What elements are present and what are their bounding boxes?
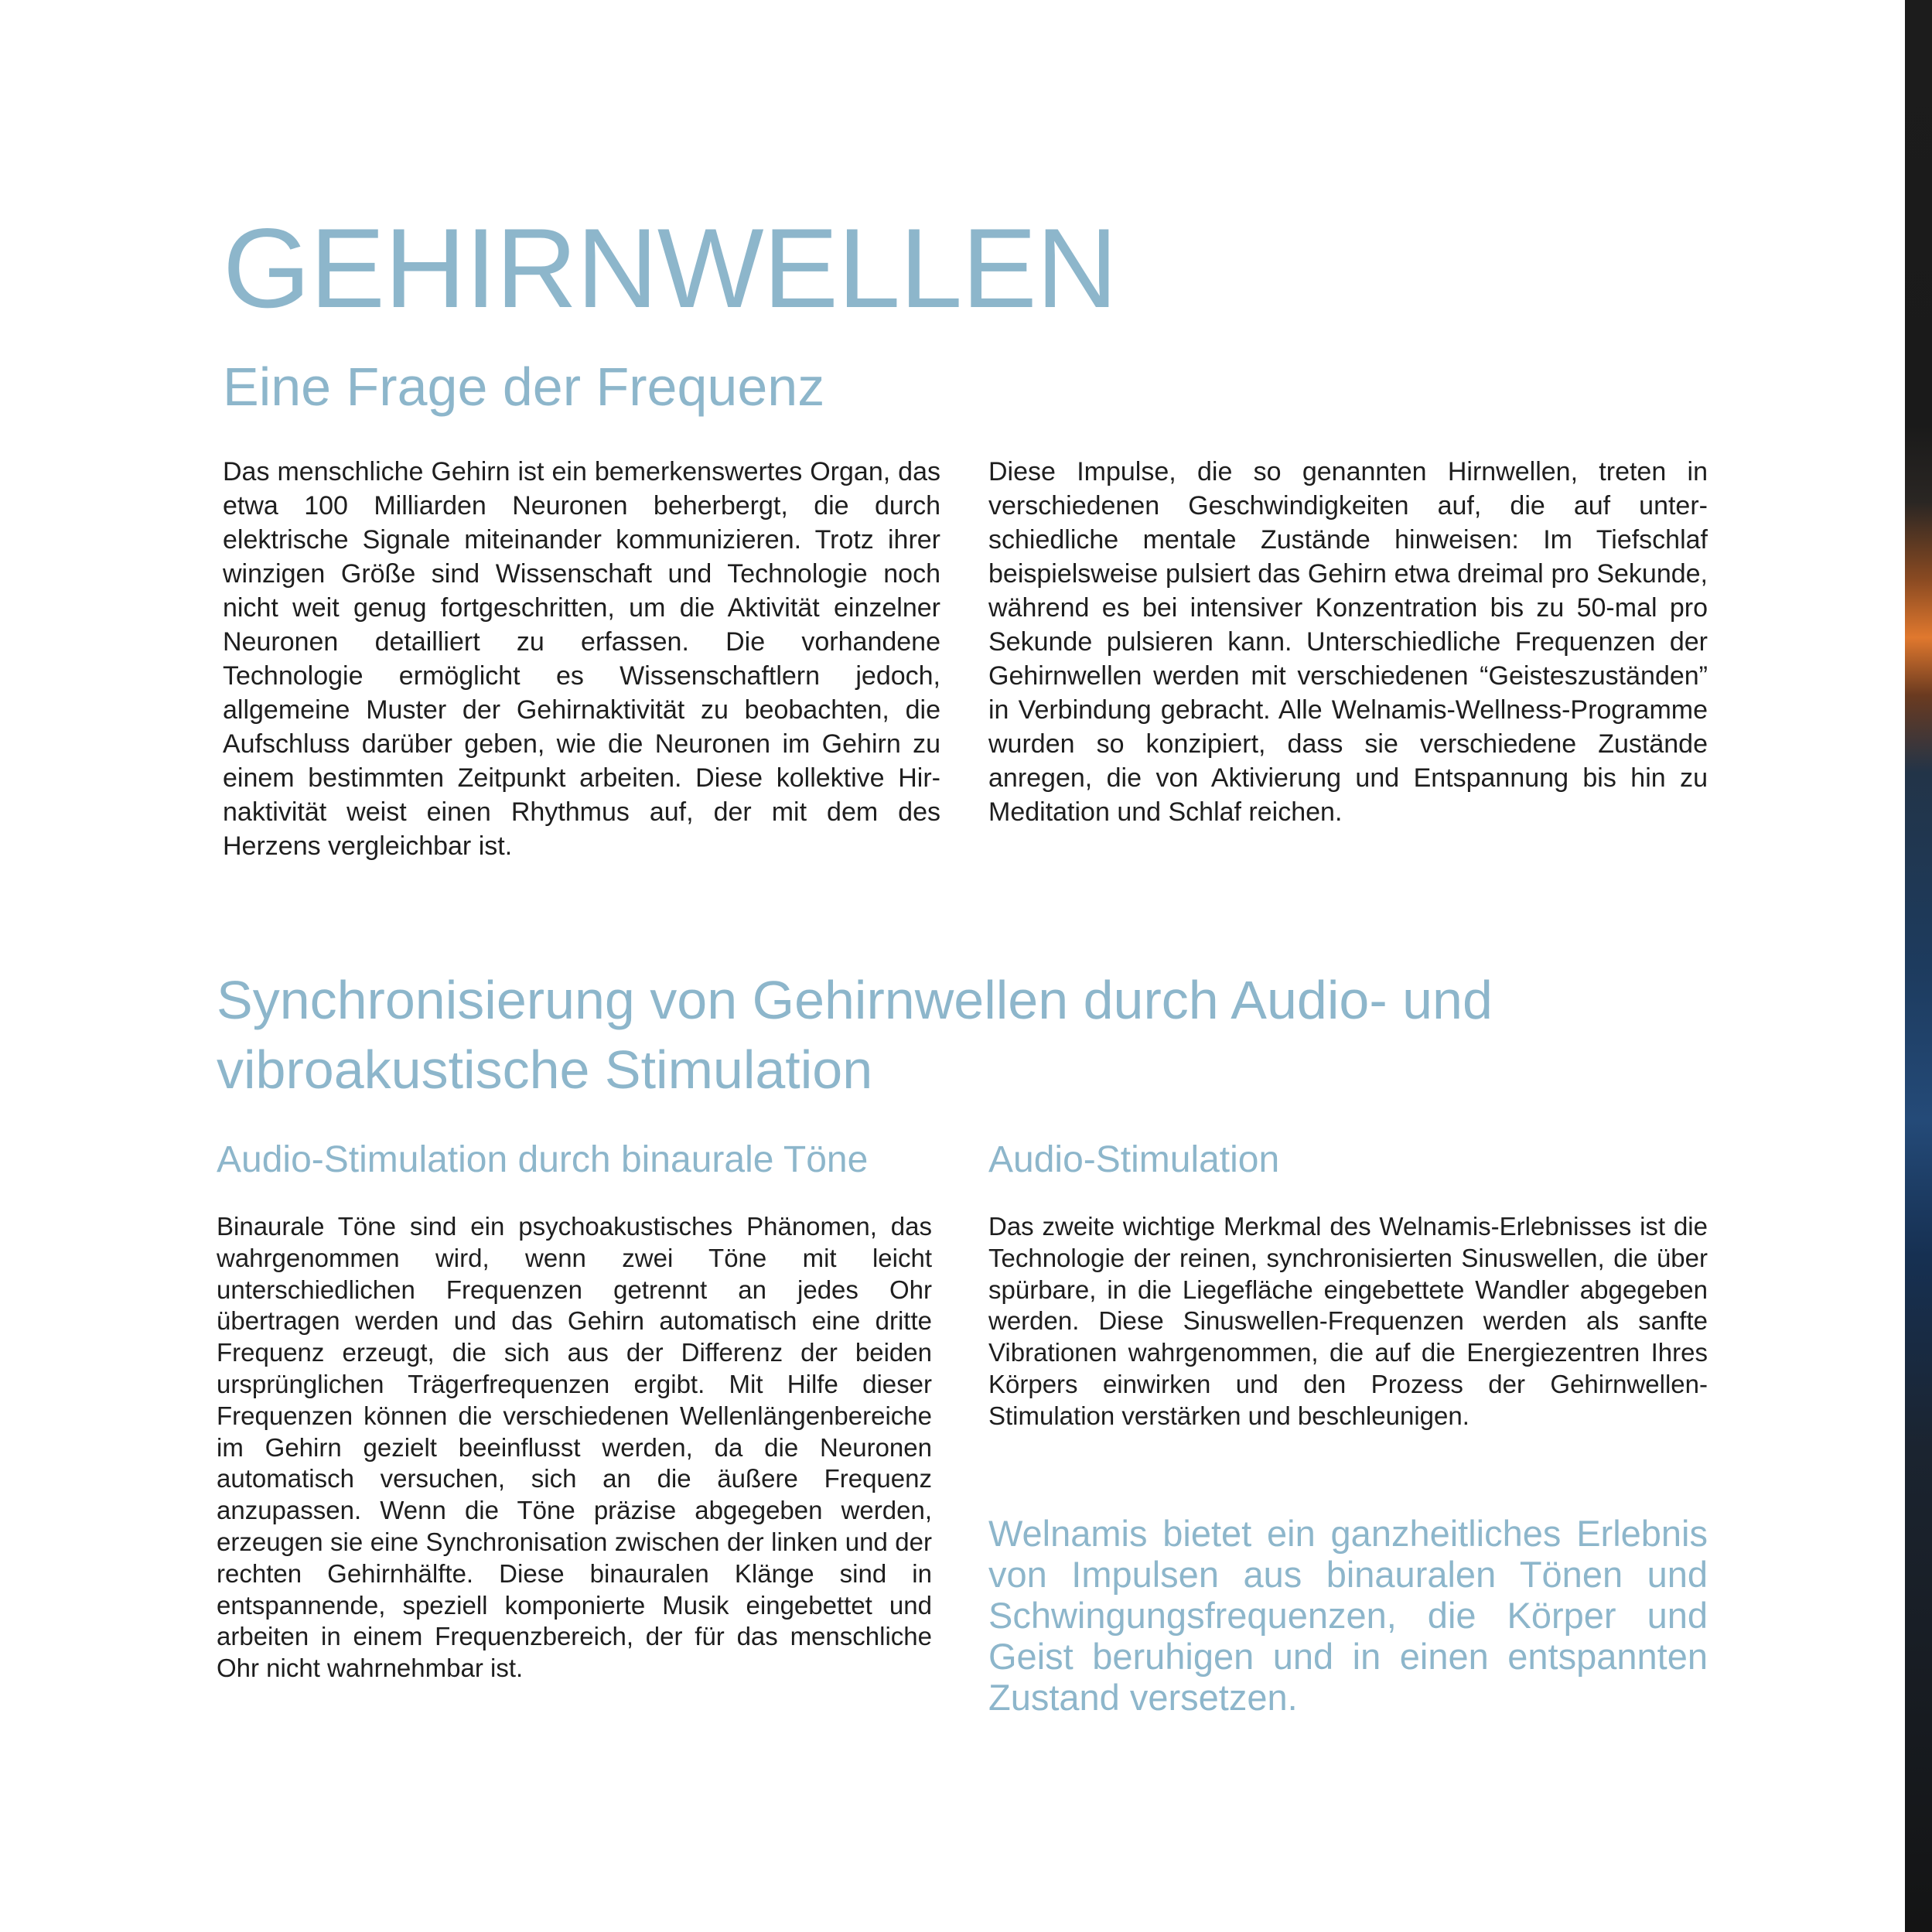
section-title: Synchronisierung von Gehirnwellen durch Audio- und vibroakustische Stimulation (217, 970, 1493, 1100)
subheading-audio-stimulation: Audio-Stimulation (988, 1139, 1280, 1180)
intro-paragraph-right: Diese Impulse, die so genannten Hirnwellen, treten in verschiedenen Geschwindigkeiten auf, die auf unterschiedliche mentale Zustände hinweisen: Im Tiefschlaf beispielsweise pulsiert das Gehirn etwa dreimal pro Sekunde, während es bei intensiver Konzentration bis zu 50-mal pro Sekunde pulsieren kann. Unterschiedliche Frequenzen der Gehirnwellen werden mit verschiedenen “Geisteszuständen” in Verbindung gebracht. Alle Welnamis-Wellness-Programme wurden so konzipiert, dass sie verschiedene Zustände anregen, die von Aktivierung und Entspannung bis hin zu Meditation und Schlaf reichen. (988, 457, 1708, 827)
highlight-quote: Welnamis bietet ein ganzheitliches Erlebnis von Impulsen aus binauralen Tönen und Schwingungsfrequenzen, die Körper und Geist beruhigen und in einen entspannten Zustand versetzen. (988, 1513, 1708, 1718)
binaural-paragraph: Binaurale Töne sind ein psychoakustisches Phänomen, das wahrgenommen wird, wenn zwei Töne mit leicht unterschiedlichen Frequenzen getrennt an jedes Ohr übertragen werden und das Gehirn automatisch eine dritte Frequenz erzeugt, die sich aus der Differenz der beiden ursprünglichen Trägerfrequenzen ergibt. Mit Hilfe dieser Frequenzen können die verschiedenen Wellenlängenbereiche im Gehirn gezielt beeinflusst werden, da die Neuronen automatisch versuchen, sich an die äußere Frequenz anzupassen. Wenn die Töne präzise abgegeben werden, erzeugen sie eine Synchronisation zwischen der linken und der rechten Gehirnhälfte. Diese binauralen Klänge sind in entspannende, speziell komponierte Musik eingebettet und arbeiten in einem Frequenzbereich, der für das menschliche Ohr nicht wahrnehmbar ist. (217, 1212, 932, 1683)
adjacent-page-photo-edge (1905, 0, 1932, 1932)
page-subtitle: Eine Frage der Frequenz (223, 357, 825, 417)
sinewave-paragraph: Das zweite wichtige Merkmal des Welnamis-Erlebnisses ist die Technologie der reinen, synchronisierten Sinuswellen, die über spürbare, in die Liegefläche eingebettete Wandler abgegeben werden. Diese Sinuswellen-Frequenzen werden als sanfte Vibrationen wahrgenommen, die auf die Energiezentren Ihres Körpers einwirken und den Prozess der Gehirnwellen-Stimulation verstärken und beschleunigen. (988, 1212, 1708, 1430)
subheading-binaural: Audio-Stimulation durch binaurale Töne (217, 1139, 869, 1180)
intro-paragraph-left: Das menschliche Gehirn ist ein bemerkenswertes Organ, das etwa 100 Milliarden Neuronen beherbergt, die durch elektrische Signale miteinander kommunizieren. Trotz ihrer winzigen Größe sind Wissenschaft und Technologie noch nicht weit genug fortgeschritten, um die Aktivität einzelner Neuronen detailliert zu erfassen. Die vorhandene Technologie ermöglicht es Wissenschaftlern jedoch, allgemeine Muster der Gehirnaktivität zu beobachten, die Aufschluss darüber geben, wie die Neuronen im Gehirn zu einem bestimmten Zeitpunkt arbeiten. Diese kollektive Hirnaktivität weist einen Rhythmus auf, der mit dem des Herzens vergleichbar ist. (223, 457, 940, 861)
page-title: GEHIRNWELLEN (223, 205, 1118, 331)
